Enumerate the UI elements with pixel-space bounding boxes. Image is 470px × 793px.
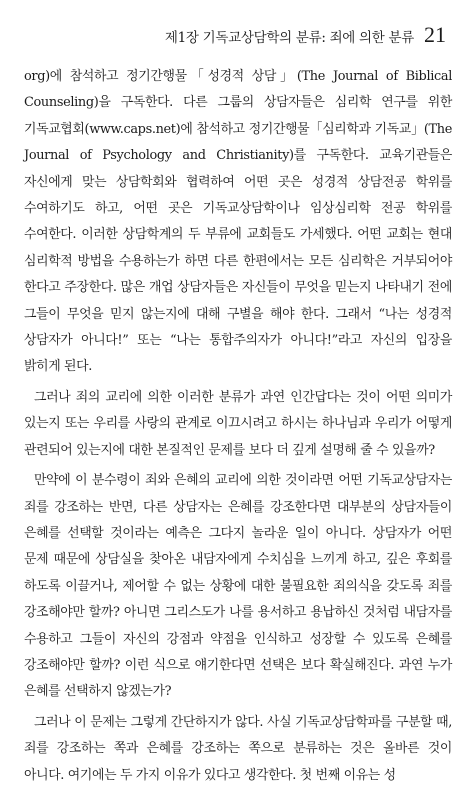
running-header bbox=[165, 22, 446, 48]
chapter-title: 제1장 기독교상담학의 분류: 죄에 의한 분류 bbox=[164, 30, 414, 46]
page-number: 21 bbox=[424, 22, 446, 47]
paragraph-2: 그러나 죄의 교리에 의한 이러한 분류가 과연 인간답다는 것이 어떤 의미가 있는지 또는 우리를 사랑의 관계로 이끄시려고 하시는 하나님과 우리가 어떻게 관련되어 있는지에 대한 본질적인 문제를 보다 더 깊게 설명해 줄 수 있을까? bbox=[24, 389, 452, 458]
body-text bbox=[24, 64, 452, 793]
paragraph-4: 그러나 이 문제는 그렇게 간단하지가 않다. 사실 기독교상담학파를 구분할 때, 죄를 강조하는 쪽과 은혜를 강조하는 쪽으로 분류하는 것은 올바른 것이 아니다. 여기에는 두 가지 이유가 있다고 생각한다. 첫 번째 이유는 성 bbox=[24, 714, 452, 783]
paragraph-1: org)에 참석하고 정기간행물「성경적 상담」(The Journal of Biblical Counseling)을 구독한다. 다른 그룹의 상담자들은 심리학 연구를 위한 기독교협회(www.caps.net)에 참석하고 정기간행물「심리학과 기독교」(The Journal of Psychology and Christianity)를 구독한다. 교육기관들은 자신에게 맞는 상담학회와 협력하여 어떤 곳은 성경적 상담전공 학위를 수여하기도 하고, 어떤 곳은 기독교상담학이나 임상심리학 전공 학위를 수여한다. 이러한 상담학계의 두 부류에 교회들도 가세했다. 어떤 교회는 현대 심리학적 방법을 수용하는가 하면 다른 한편에서는 모든 심리학은 거부되어야 한다고 주장한다. 많은 개업 상담자들은 자신들이 무엇을 믿는지 나타내기 전에 그들이 무엇을 믿지 않는지에 대해 구별을 해야 한다. 그래서 “나는 성경적 상담자가 아니다!” 또는 “나는 통합주의자가 아니다!”라고 자신의 입장을 밝히게 된다. bbox=[24, 69, 452, 375]
paragraph-3: 만약에 이 분수령이 죄와 은혜의 교리에 의한 것이라면 어떤 기독교상담자는 죄를 강조하는 반면, 다른 상담자는 은혜를 강조한다면 대부분의 상담자들이 은혜를 선택할 것이라는 예측은 그다지 놀라운 일이 아니다. 상담자가 어떤 문제 때문에 상담실을 찾아온 내담자에게 수치심을 느끼게 하고, 깊은 후회를 하도록 이끌거나, 제어할 수 없는 상황에 대한 불필요한 죄의식을 갖도록 죄를 강조해야만 할까? 아니면 그리스도가 나를 용서하고 용납하신 것처럼 내담자를 수용하고 그들이 자신의 강점과 약점을 인식하고 성장할 수 있도록 은혜를 강조해야만 할까? 이런 식으로 얘기한다면 선택은 보다 확실해진다. 과연 누가 은혜를 선택하지 않겠는가? bbox=[24, 473, 452, 700]
